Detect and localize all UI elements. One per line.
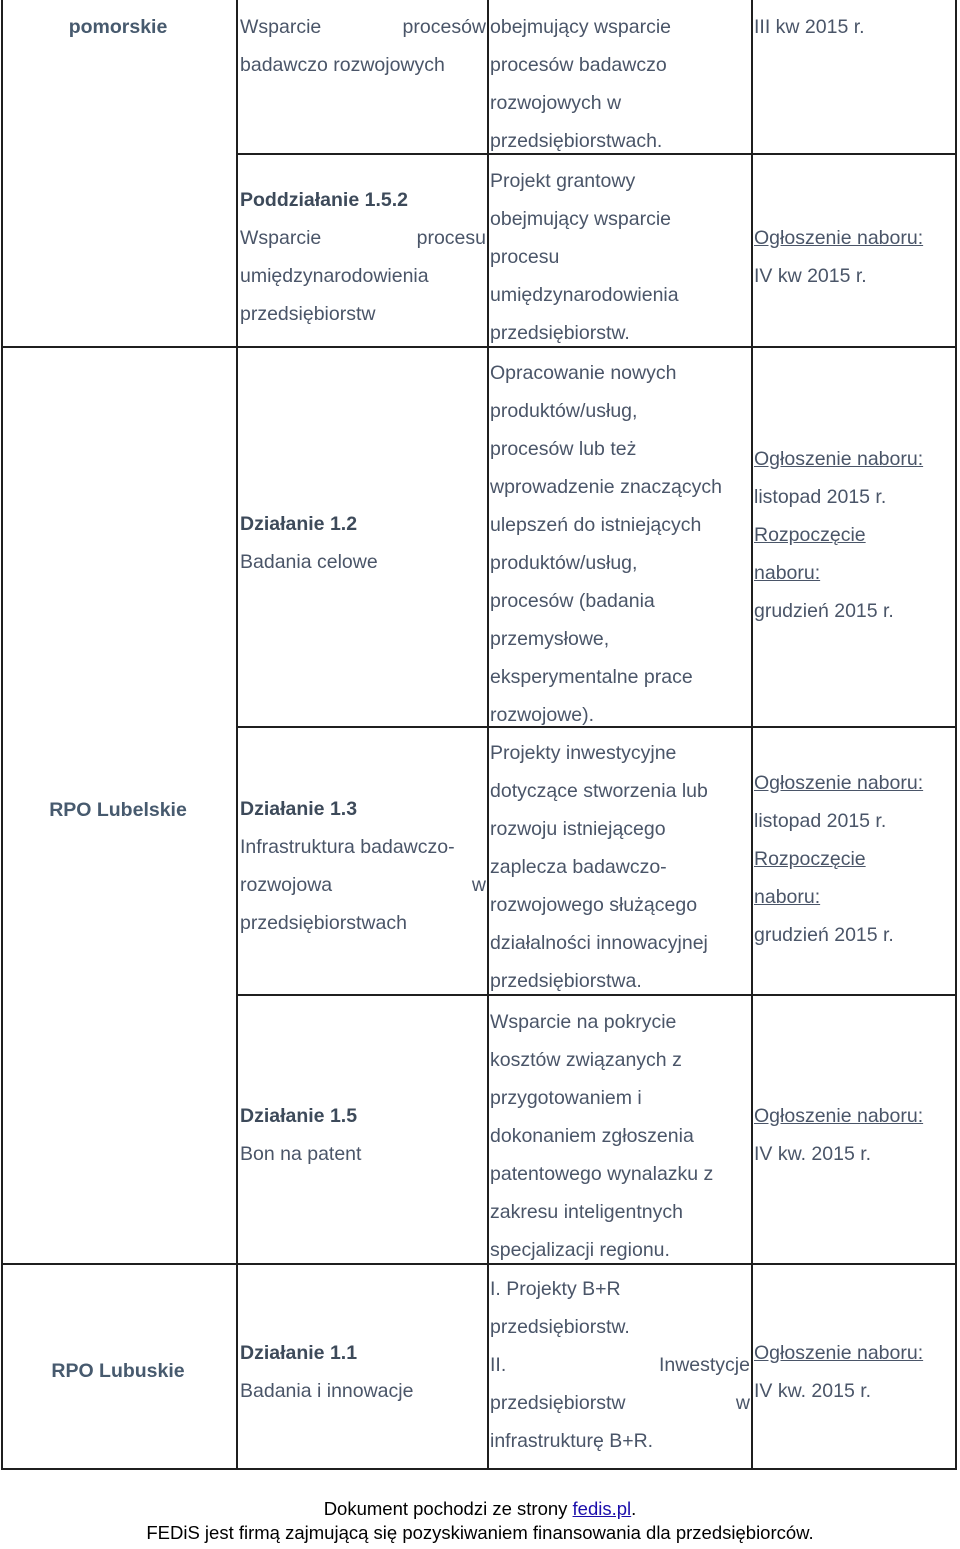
timing-cell bbox=[754, 440, 954, 630]
timing-label: naboru: bbox=[754, 562, 821, 584]
table-border-left bbox=[1, 0, 3, 1470]
description-line: umiędzynarodowienia bbox=[490, 284, 679, 306]
description-cell bbox=[490, 8, 750, 160]
description-line: rozwojowego służącego bbox=[490, 894, 698, 916]
measure-line: Wsparcie procesów bbox=[240, 16, 486, 38]
description-line: produktów/usług, bbox=[490, 552, 638, 574]
description-line: specjalizacji regionu. bbox=[490, 1239, 670, 1261]
description-line: przedsiębiorstw w bbox=[490, 1392, 750, 1414]
timing-line: grudzień 2015 r. bbox=[754, 600, 894, 622]
timing-cell bbox=[754, 764, 954, 954]
timing-label: naboru: bbox=[754, 886, 821, 908]
description-line: przygotowaniem i bbox=[490, 1087, 642, 1109]
timing-label: Rozpoczęcie bbox=[754, 848, 866, 870]
measure-cell bbox=[240, 8, 486, 84]
column-divider bbox=[487, 0, 489, 1470]
description-cell bbox=[490, 734, 750, 1000]
description-line: I. Projekty B+R bbox=[490, 1278, 621, 1300]
measure-line: przedsiębiorstwach bbox=[240, 912, 407, 934]
timing-line: IV kw. 2015 r. bbox=[754, 1143, 872, 1165]
column-divider bbox=[236, 0, 238, 1470]
timing-cell bbox=[754, 219, 954, 295]
description-line: Projekt grantowy bbox=[490, 170, 636, 192]
measure-line: umiędzynarodowienia bbox=[240, 265, 429, 287]
measure-cell bbox=[240, 505, 486, 581]
description-line: procesów lub też bbox=[490, 438, 637, 460]
description-line: obejmujący wsparcie bbox=[490, 208, 671, 230]
measure-title: Działanie 1.3 bbox=[240, 798, 358, 820]
table-border-bottom bbox=[1, 1468, 957, 1470]
measure-cell bbox=[240, 181, 486, 333]
description-line: rozwojowych w bbox=[490, 92, 622, 114]
footer-company-line: FEDiS jest firmą zajmującą się pozyskiwaniem finansowania dla przedsiębiorców. bbox=[146, 1522, 814, 1543]
timing-line: IV kw 2015 r. bbox=[754, 265, 867, 287]
description-line: Opracowanie nowych bbox=[490, 362, 677, 384]
measure-line: Badania i innowacje bbox=[240, 1380, 414, 1402]
measure-cell bbox=[240, 1097, 486, 1173]
description-line: przedsiębiorstwach. bbox=[490, 130, 663, 152]
timing-label: Ogłoszenie naboru: bbox=[754, 227, 924, 249]
measure-title: Działanie 1.5 bbox=[240, 1105, 358, 1127]
description-line: przedsiębiorstw. bbox=[490, 322, 630, 344]
description-line: przemysłowe, bbox=[490, 628, 610, 650]
timing-line: listopad 2015 r. bbox=[754, 486, 887, 508]
description-line: patentowego wynalazku z bbox=[490, 1163, 714, 1185]
description-line: Wsparcie na pokrycie bbox=[490, 1011, 677, 1033]
measure-cell bbox=[240, 790, 486, 942]
region-label: pomorskie bbox=[68, 16, 168, 38]
description-line: dotyczące stworzenia lub bbox=[490, 780, 708, 802]
measure-cell bbox=[240, 1334, 486, 1410]
footer-period: . bbox=[631, 1498, 637, 1519]
row-divider bbox=[1, 346, 957, 348]
measure-line: przedsiębiorstw bbox=[240, 303, 376, 325]
description-line: procesów (badania bbox=[490, 590, 655, 612]
description-line: kosztów związanych z bbox=[490, 1049, 682, 1071]
measure-title: Poddziałanie 1.5.2 bbox=[240, 189, 408, 211]
measure-line: Bon na patent bbox=[240, 1143, 362, 1165]
description-cell bbox=[490, 1270, 750, 1460]
timing-cell bbox=[754, 1334, 954, 1410]
timing-cell bbox=[754, 1097, 954, 1173]
region-label: RPO Lubelskie bbox=[49, 799, 187, 821]
description-line: przedsiębiorstw. bbox=[490, 1316, 630, 1338]
description-line: produktów/usług, bbox=[490, 400, 638, 422]
description-line: rozwojowe). bbox=[490, 704, 595, 726]
measure-line: Badania celowe bbox=[240, 551, 378, 573]
measure-line: rozwojowa w bbox=[240, 874, 486, 896]
description-line: przedsiębiorstwa. bbox=[490, 970, 642, 992]
description-line: działalności innowacyjnej bbox=[490, 932, 708, 954]
description-line: Projekty inwestycyjne bbox=[490, 742, 677, 764]
description-cell bbox=[490, 354, 755, 734]
timing-label: Ogłoszenie naboru: bbox=[754, 1342, 924, 1364]
measure-line: Infrastruktura badawczo- bbox=[240, 836, 455, 858]
description-line: zakresu inteligentnych bbox=[490, 1201, 683, 1223]
footer-source-text: Dokument pochodzi ze strony bbox=[323, 1498, 573, 1519]
measure-line: badawczo rozwojowych bbox=[240, 54, 445, 76]
timing-line: listopad 2015 r. bbox=[754, 810, 887, 832]
description-line: zaplecza badawczo- bbox=[490, 856, 667, 878]
timing-line: grudzień 2015 r. bbox=[754, 924, 894, 946]
footer-source-line bbox=[0, 1498, 960, 1520]
description-line: dokonaniem zgłoszenia bbox=[490, 1125, 694, 1147]
row-divider bbox=[1, 1263, 957, 1265]
timing-label: Ogłoszenie naboru: bbox=[754, 772, 924, 794]
timing-line: III kw 2015 r. bbox=[754, 16, 865, 38]
timing-label: Ogłoszenie naboru: bbox=[754, 1105, 924, 1127]
table-border-right bbox=[955, 0, 957, 1470]
measure-line: Wsparcie procesu bbox=[240, 227, 486, 249]
measure-title: Działanie 1.1 bbox=[240, 1342, 358, 1364]
description-line: rozwoju istniejącego bbox=[490, 818, 666, 840]
fedis-link[interactable]: fedis.pl bbox=[572, 1498, 632, 1519]
measure-title: Działanie 1.2 bbox=[240, 513, 358, 535]
description-line: wprowadzenie znaczących bbox=[490, 476, 722, 498]
timing-label: Rozpoczęcie bbox=[754, 524, 866, 546]
description-line: eksperymentalne prace bbox=[490, 666, 693, 688]
region-label: RPO Lubuskie bbox=[51, 1360, 185, 1382]
description-line: procesu bbox=[490, 246, 560, 268]
timing-cell bbox=[754, 8, 954, 46]
description-cell bbox=[490, 162, 750, 352]
description-line: ulepszeń do istniejących bbox=[490, 514, 702, 536]
timing-label: Ogłoszenie naboru: bbox=[754, 448, 924, 470]
description-cell bbox=[490, 1003, 755, 1269]
description-line: obejmujący wsparcie bbox=[490, 16, 671, 38]
description-line: procesów badawczo bbox=[490, 54, 667, 76]
description-line: II. Inwestycje bbox=[490, 1354, 750, 1376]
description-line: infrastrukturę B+R. bbox=[490, 1430, 654, 1452]
timing-line: IV kw. 2015 r. bbox=[754, 1380, 872, 1402]
